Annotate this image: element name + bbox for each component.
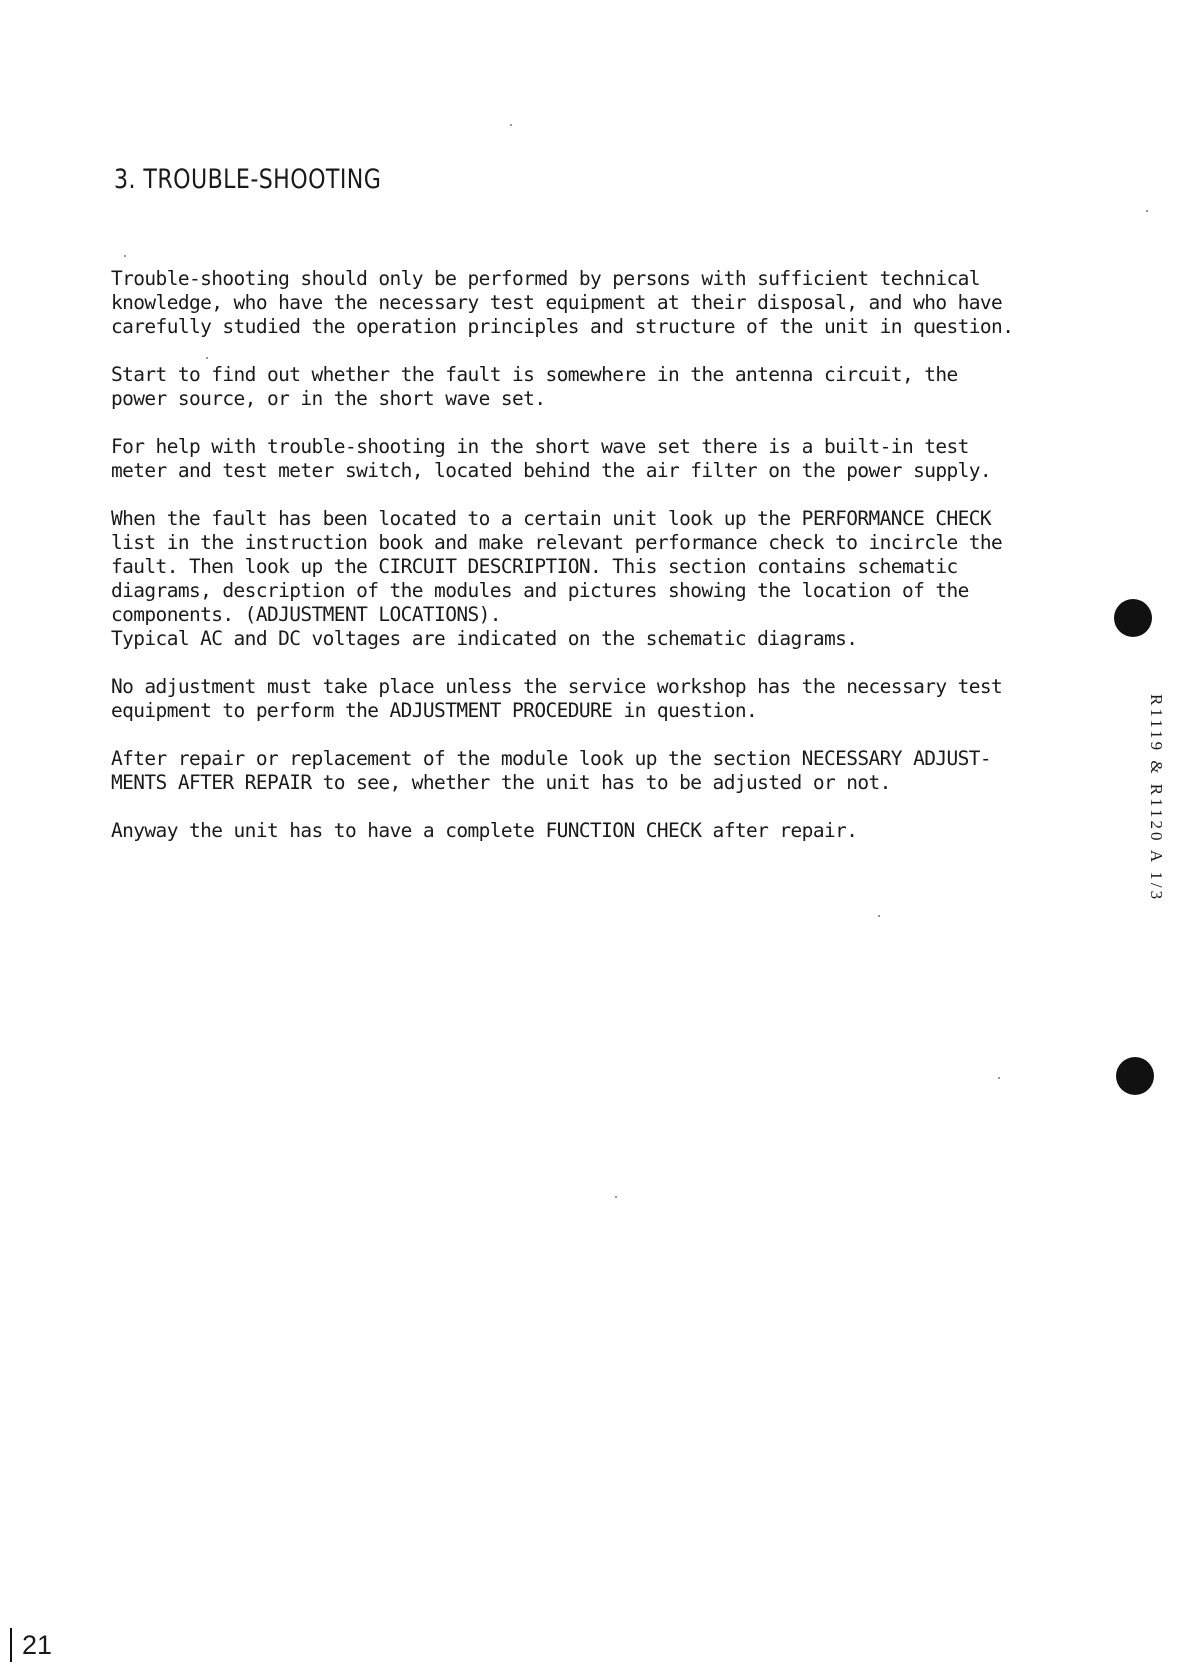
scan-speck xyxy=(998,1077,1000,1079)
punch-hole-bottom xyxy=(1116,1057,1154,1095)
scan-speck xyxy=(615,1196,617,1198)
paragraph-test-meter: For help with trouble-shooting in the short wave set there is a built-in test meter and test meter switch, located behind the air filter on the power supply. xyxy=(111,435,992,482)
paragraph-after-repair: After repair or replacement of the module look up the section NECESSARY ADJUST- MENTS AFTER REPAIR to see, whether the unit has to be adjusted or not. xyxy=(111,747,992,794)
punch-hole-top xyxy=(1114,599,1152,637)
paragraph-voltages: Typical AC and DC voltages are indicated on the schematic diagrams. xyxy=(111,627,858,650)
section-heading: 3. TROUBLE-SHOOTING xyxy=(114,164,382,195)
scan-speck xyxy=(878,915,880,917)
scan-speck xyxy=(124,255,126,257)
scan-speck xyxy=(1146,210,1148,212)
scan-speck xyxy=(206,357,208,359)
paragraph-performance-check: When the fault has been located to a certain unit look up the PERFORMANCE CHECK list in the instruction book and make relevant performance check to incircle the fault. Then look up the CIRCUIT DESCRIPTION. This section contains schematic diagrams, description of the modules and pictures showing the location of the components. (ADJUSTMENT LOCATIONS). xyxy=(111,507,1003,626)
scan-speck xyxy=(510,124,512,126)
paragraph-locate-fault: Start to find out whether the fault is somewhere in the antenna circuit, the power source, or in the short wave set. xyxy=(111,363,958,410)
paragraph-function-check: Anyway the unit has to have a complete FUNCTION CHECK after repair. xyxy=(111,819,858,842)
paragraph-adjustment-warning: No adjustment must take place unless the service workshop has the necessary test equipment to perform the ADJUSTMENT PROCEDURE in question. xyxy=(111,675,1003,722)
page-number: 21 xyxy=(10,1628,52,1662)
margin-reference: R1119 & R1120 A 1/3 xyxy=(1147,694,1166,903)
body-text xyxy=(111,267,1111,867)
paragraph-qualifications: Trouble-shooting should only be performed by persons with sufficient technical knowledge, who have the necessary test equipment at their disposal, and who have carefully studied the operation principles and structure of the unit in question. xyxy=(111,267,1014,338)
